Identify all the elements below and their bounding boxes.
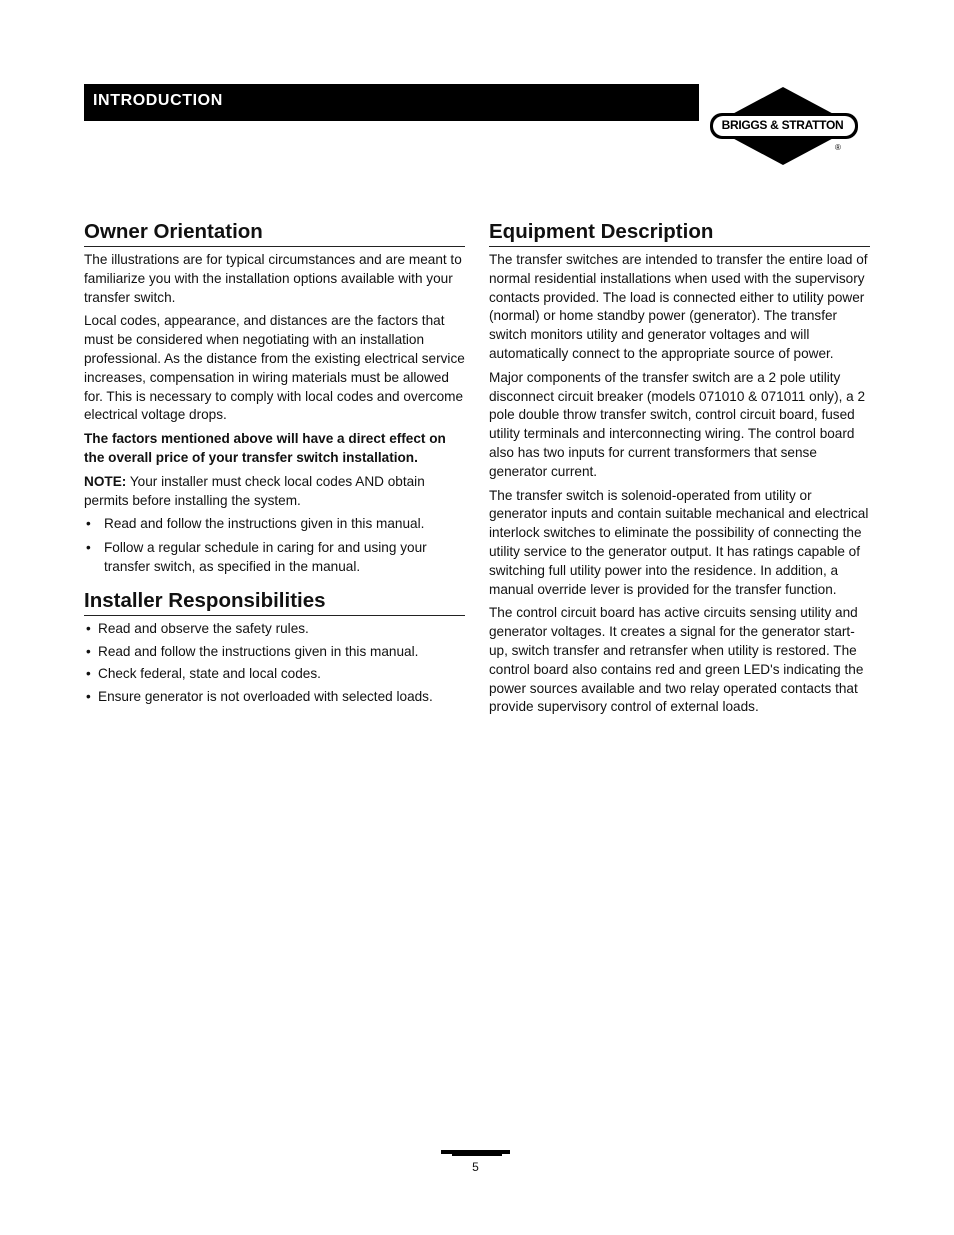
installer-responsibilities-heading: Installer Responsibilities	[84, 589, 465, 616]
installer-responsibilities-bullet-list	[84, 620, 465, 707]
list-item-text: Read and follow the instructions given in this manual.	[104, 516, 425, 532]
list-item	[84, 643, 465, 662]
briggs-stratton-logo	[708, 85, 864, 169]
bullet-icon: •	[86, 516, 91, 532]
bullet-icon: •	[86, 689, 91, 705]
equipment-description-para-4: The control circuit board has active circuits sensing utility and generator voltages. It creates a signal for the generator start-up, switch transfer and retransfer when utility is restored. The control board also contains red and green LED's indicating the power sources available and two relay operated contacts that provide supervisory control of external loads.	[489, 605, 864, 715]
logo-brand-text: BRIGGS & STRATTON	[721, 118, 844, 132]
owner-orientation-bullet-list	[84, 515, 465, 576]
list-item	[84, 688, 465, 707]
section-header-bar	[84, 84, 699, 121]
left-column	[84, 220, 465, 711]
list-item	[84, 665, 465, 684]
right-column	[489, 220, 870, 722]
owner-orientation-para-1: The illustrations are for typical circumstances and are meant to familiarize you with the installation options available with your transfer switch.	[84, 252, 462, 305]
list-item-text: Ensure generator is not overloaded with selected loads.	[98, 689, 433, 705]
list-item-text: Read and follow the instructions given in this manual.	[98, 643, 419, 659]
owner-orientation-para-2: Local codes, appearance, and distances are the factors that must be considered when negotiating with an installation professional. As the distance from the existing electrical service increases, compensation in wiring materials must be allowed for. This is necessary to comply with local codes and overcome electrical voltage drops.	[84, 313, 465, 423]
list-item	[84, 620, 465, 639]
section-title: INTRODUCTION	[93, 92, 223, 109]
list-item-text: Check federal, state and local codes.	[98, 666, 321, 682]
registered-mark: ®	[835, 143, 841, 152]
equipment-description-heading: Equipment Description	[489, 220, 870, 247]
list-item	[84, 515, 465, 534]
footer-bar-underline	[452, 1154, 502, 1156]
list-item-text: Follow a regular schedule in caring for and using your transfer switch, as specified in the manual.	[104, 540, 427, 574]
equipment-description-para-1: The transfer switches are intended to transfer the entire load of normal residential installations when used with the supervisory contacts provided. The load is connected either to utility power (normal) or home standby power (generator). The transfer switch monitors utility and generator voltages and will automatically connect to the appropriate source of power.	[489, 252, 868, 361]
owner-orientation-note	[84, 473, 465, 511]
owner-orientation-bold-para: The factors mentioned above will have a direct effect on the overall price of your transfer switch installation.	[84, 431, 446, 465]
page-number: 5	[472, 1160, 479, 1174]
owner-orientation-heading: Owner Orientation	[84, 220, 465, 247]
note-label: NOTE:	[84, 473, 127, 489]
bullet-icon: •	[86, 540, 91, 556]
bullet-icon: •	[86, 643, 91, 659]
bullet-icon: •	[86, 666, 91, 682]
note-text: Your installer must check local codes AND obtain permits before installing the system.	[84, 473, 425, 508]
equipment-description-para-2: Major components of the transfer switch are a 2 pole utility disconnect circuit breaker (models 071010 & 071011 only), a 2 pole double throw transfer switch, control circuit board, fused utility terminals and interconnecting wiring. The control board also has two inputs for current transformers that sense generator current.	[489, 369, 866, 479]
bullet-icon: •	[86, 620, 91, 636]
list-item	[84, 539, 465, 577]
list-item-text: Read and observe the safety rules.	[98, 620, 309, 636]
equipment-description-para-3: The transfer switch is solenoid-operated from utility or generator inputs and contain suitable mechanical and electrical interlock switches to eliminate the possibility of connecting the utility service to the generator output. It has ratings capable of switching full utility power into the residence. In addition, a manual override lever is provided for the transfer function.	[489, 487, 869, 597]
